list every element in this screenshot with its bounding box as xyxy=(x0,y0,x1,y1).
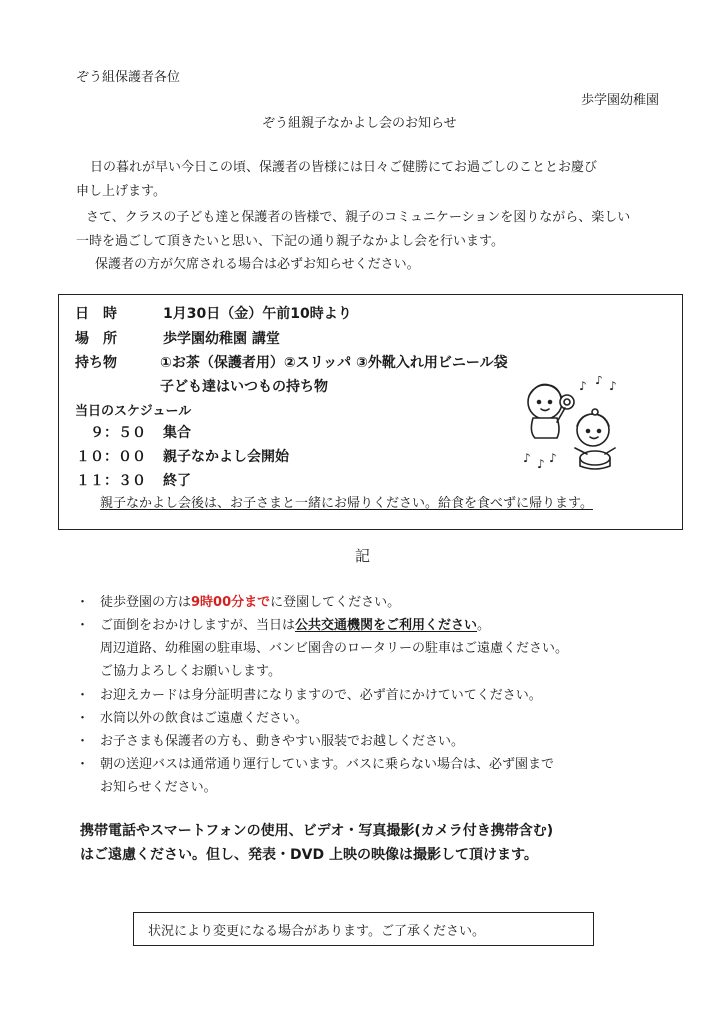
svg-text:♪: ♪ xyxy=(537,457,545,471)
bullet-clothing: お子さまも保護者の方も、動きやすい服装でお越しください。 xyxy=(100,734,465,749)
bullet-bus-line1: 朝の送迎バスは通常通り運行しています。バスに乗らない場合は、必ず園まで xyxy=(100,757,554,772)
bullet-pickup-card: お迎えカードは身分証明書になりますので、必ず首にかけていてください。 xyxy=(100,688,542,703)
intro-line-3: さて、クラスの子ども達と保護者の皆様で、親子のコミュニケーションを図りながら、楽しい xyxy=(86,210,631,225)
svg-text:♪: ♪ xyxy=(595,376,603,387)
bullet-transport-post: 。 xyxy=(477,618,491,633)
after-event-note: 親子なかよし会後は、お子さまと一緒にお帰りください。給食を食べずに帰ります。 xyxy=(100,496,593,511)
place-label: 場 所 xyxy=(75,331,117,347)
date-label: 日 時 xyxy=(75,306,117,322)
bullet-mark: ・ xyxy=(76,711,90,726)
bullet-food: 水筒以外の飲食はご遠慮ください。 xyxy=(100,711,309,726)
sender: 歩学園幼稚園 xyxy=(580,93,659,108)
items-value-children: 子ども達はいつもの持ち物 xyxy=(160,379,328,395)
items-value: ①お茶（保護者用）②スリッパ ③外靴入れ用ビニール袋 xyxy=(160,355,508,371)
bullet-mark: ・ xyxy=(76,595,90,610)
svg-text:♪: ♪ xyxy=(549,451,557,465)
svg-text:♪: ♪ xyxy=(609,379,617,393)
page-title: ぞう組親子なかよし会のお知らせ xyxy=(262,116,457,131)
schedule-time-1: ９：５０ xyxy=(90,425,146,441)
intro-line-4: 一時を過ごして頂きたいと思い、下記の通り親子なかよし会を行います。 xyxy=(76,234,504,249)
bullet-transport-line2: 周辺道路、幼稚園の駐車場、バンビ園舎のロータリーの駐車はご遠慮ください。 xyxy=(100,641,569,656)
photo-notice-line1: 携帯電話やスマートフォンの使用、ビデオ・写真撮影(カメラ付き携帯含む) xyxy=(80,823,554,839)
bullet-transport xyxy=(100,614,490,633)
place-value: 歩学園幼稚園 講堂 xyxy=(163,331,280,347)
schedule-event-2: 親子なかよし会開始 xyxy=(163,449,289,465)
schedule-event-3: 終了 xyxy=(163,473,191,489)
svg-text:♪: ♪ xyxy=(523,451,531,465)
schedule-time-2: １０：００ xyxy=(76,449,146,465)
bullet-transport-pre: ご面倒をおかけしますが、当日は xyxy=(100,618,296,633)
schedule-time-3: １１：３０ xyxy=(76,473,146,489)
photo-notice-line2: はご遠慮ください。但し、発表・DVD 上映の映像は撮影して頂けます。 xyxy=(80,847,538,863)
intro-line-2: 申し上げます。 xyxy=(76,184,166,199)
schedule-event-1: 集合 xyxy=(163,425,191,441)
bullet-bus-line2: お知らせください。 xyxy=(100,780,217,795)
bullet-walking-post: に登園してください。 xyxy=(270,595,401,610)
bullet-mark: ・ xyxy=(76,618,90,633)
recipient: ぞう組保護者各位 xyxy=(76,70,181,85)
svg-text:♪: ♪ xyxy=(579,379,587,393)
ki-heading: 記 xyxy=(355,547,371,565)
change-notice-text: 状況により変更になる場合があります。ご了承ください。 xyxy=(148,924,485,939)
items-label: 持ち物 xyxy=(75,355,117,371)
bullet-transport-line3: ご協力よろしくお願いします。 xyxy=(100,664,281,679)
intro-line-1: 日の暮れが早い今日この頃、保護者の皆様には日々ご健勝にてお過ごしのこととお慶び xyxy=(90,160,598,175)
bullet-walking-time: 9時00分まで xyxy=(191,595,271,610)
children-playing-music-icon xyxy=(515,376,630,474)
bullet-walking-pre: 徒歩登園の方は xyxy=(100,595,192,610)
bullet-mark: ・ xyxy=(76,688,90,703)
bullet-mark: ・ xyxy=(76,734,90,749)
date-value: 1月30日（金）午前10時より xyxy=(163,306,352,322)
schedule-label: 当日のスケジュール xyxy=(75,404,192,419)
intro-line-5: 保護者の方が欠席される場合は必ずお知らせください。 xyxy=(95,257,420,272)
bullet-transport-emphasis: 公共交通機関をご利用ください xyxy=(295,618,478,633)
bullet-mark: ・ xyxy=(76,757,90,772)
bullet-walking xyxy=(100,591,400,610)
